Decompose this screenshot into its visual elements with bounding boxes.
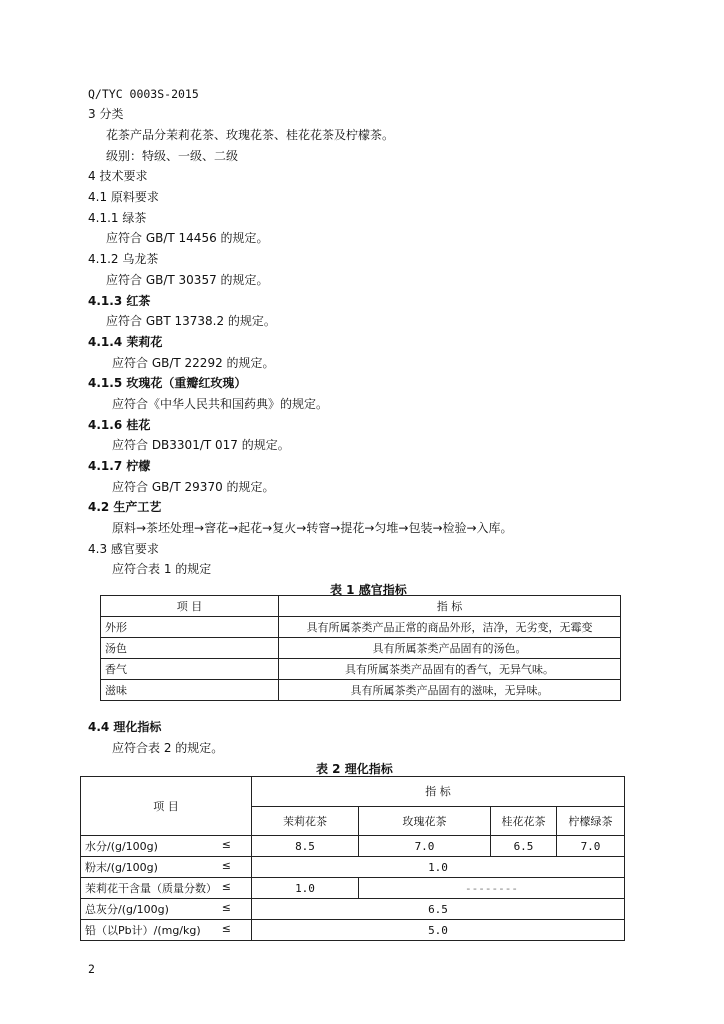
lemon-standard: 应符合 GB/T 29370 的规定。 <box>112 480 275 494</box>
table-cell: 具有所属茶类产品固有的滋味，无异味。 <box>279 680 621 701</box>
table-cell: -------- <box>359 878 625 899</box>
section-4-3-heading: 4.3 感官要求 <box>88 542 159 556</box>
table-header-cell: 项 目 <box>101 596 279 617</box>
table-cell: 7.0 <box>557 836 625 857</box>
document-code: Q/TYC 0003S-2015 <box>88 87 199 101</box>
table2-reference: 应符合表 2 的规定。 <box>112 741 224 755</box>
section-4-1-1-heading: 4.1.1 绿茶 <box>88 211 147 225</box>
table-row <box>101 659 621 680</box>
oolong-standard: 应符合 GB/T 30357 的规定。 <box>106 273 269 287</box>
table-header-row <box>101 596 621 617</box>
limit-symbol: ≤ <box>221 880 231 893</box>
table-cell: 具有所属茶类产品正常的商品外形，洁净，无劣变，无霉变 <box>279 617 621 638</box>
green-tea-standard: 应符合 GB/T 14456 的规定。 <box>106 231 269 245</box>
section-4-4-heading: 4.4 理化指标 <box>88 720 162 734</box>
table-cell: 6.5 <box>252 899 625 920</box>
table1-caption: 表 1 感官指标 <box>330 583 407 597</box>
item-label: 粉末/(g/100g) <box>85 861 158 874</box>
osmanthus-standard: 应符合 DB3301/T 017 的规定。 <box>112 438 290 452</box>
table-cell: 滋味 <box>101 680 279 701</box>
section-4-1-4-heading: 4.1.4 茉莉花 <box>88 335 163 349</box>
table2-physicochemical <box>80 776 625 941</box>
table-header-cell: 指 标 <box>252 777 625 807</box>
table-header-row <box>81 777 625 807</box>
section-4-1-2-heading: 4.1.2 乌龙茶 <box>88 252 159 266</box>
table-row <box>81 920 625 941</box>
jasmine-standard: 应符合 GB/T 22292 的规定。 <box>112 356 275 370</box>
table2-caption: 表 2 理化指标 <box>316 762 393 776</box>
item-label: 总灰分/(g/100g) <box>85 903 169 916</box>
item-label: 水分/(g/100g) <box>85 840 158 853</box>
table-row <box>101 638 621 659</box>
table-header-cell: 项 目 <box>81 777 252 836</box>
item-label: 茉莉花干含量（质量分数） <box>85 882 217 895</box>
table1-sensory <box>100 595 621 701</box>
table-cell: 具有所属茶类产品固有的汤色。 <box>279 638 621 659</box>
table-cell: 具有所属茶类产品固有的香气，无异气味。 <box>279 659 621 680</box>
section-4-1-5-heading: 4.1.5 玫瑰花（重瓣红玫瑰） <box>88 376 247 390</box>
limit-symbol: ≤ <box>221 838 231 851</box>
table-header-cell: 茉莉花茶 <box>252 806 359 836</box>
table-cell: 汤色 <box>101 638 279 659</box>
classification-text: 花茶产品分茉莉花茶、玫瑰花茶、桂花花茶及柠檬茶。 <box>106 128 395 142</box>
table1-reference: 应符合表 1 的规定 <box>112 562 212 576</box>
section-4-1-heading: 4.1 原料要求 <box>88 190 159 204</box>
page-number: 2 <box>88 962 95 976</box>
table-header-cell: 桂花花茶 <box>491 806 557 836</box>
table-header-cell: 柠檬绿茶 <box>557 806 625 836</box>
table-row <box>101 617 621 638</box>
table-cell <box>81 857 252 878</box>
table-cell <box>81 878 252 899</box>
table-cell: 6.5 <box>491 836 557 857</box>
table-cell <box>81 836 252 857</box>
table-cell: 香气 <box>101 659 279 680</box>
table-cell: 1.0 <box>252 857 625 878</box>
grade-text: 级别：特级、一级、二级 <box>106 149 239 163</box>
table-row <box>101 680 621 701</box>
table-cell: 5.0 <box>252 920 625 941</box>
section-4-2-heading: 4.2 生产工艺 <box>88 500 162 514</box>
process-flow-text: 原料→茶坯处理→窨花→起花→复火→转窨→提花→匀堆→包装→检验→入库。 <box>112 521 513 535</box>
section-4-heading: 4 技术要求 <box>88 169 148 183</box>
table-cell <box>81 920 252 941</box>
table-cell: 7.0 <box>359 836 491 857</box>
table-row <box>81 878 625 899</box>
table-row <box>81 857 625 878</box>
table-cell: 1.0 <box>252 878 359 899</box>
item-label: 铅（以Pb计）/(mg/kg) <box>85 924 201 937</box>
table-row <box>81 836 625 857</box>
limit-symbol: ≤ <box>221 901 231 914</box>
table-header-cell: 指 标 <box>279 596 621 617</box>
limit-symbol: ≤ <box>221 859 231 872</box>
section-4-1-7-heading: 4.1.7 柠檬 <box>88 459 151 473</box>
rose-standard: 应符合《中华人民共和国药典》的规定。 <box>112 397 329 411</box>
table-header-cell: 玫瑰花茶 <box>359 806 491 836</box>
table-row <box>81 899 625 920</box>
section-4-1-3-heading: 4.1.3 红茶 <box>88 294 151 308</box>
table-cell <box>81 899 252 920</box>
section-4-1-6-heading: 4.1.6 桂花 <box>88 418 151 432</box>
table-cell: 外形 <box>101 617 279 638</box>
section-3-heading: 3 分类 <box>88 107 124 121</box>
black-tea-standard: 应符合 GBT 13738.2 的规定。 <box>106 314 276 328</box>
table-cell: 8.5 <box>252 836 359 857</box>
limit-symbol: ≤ <box>221 922 231 935</box>
